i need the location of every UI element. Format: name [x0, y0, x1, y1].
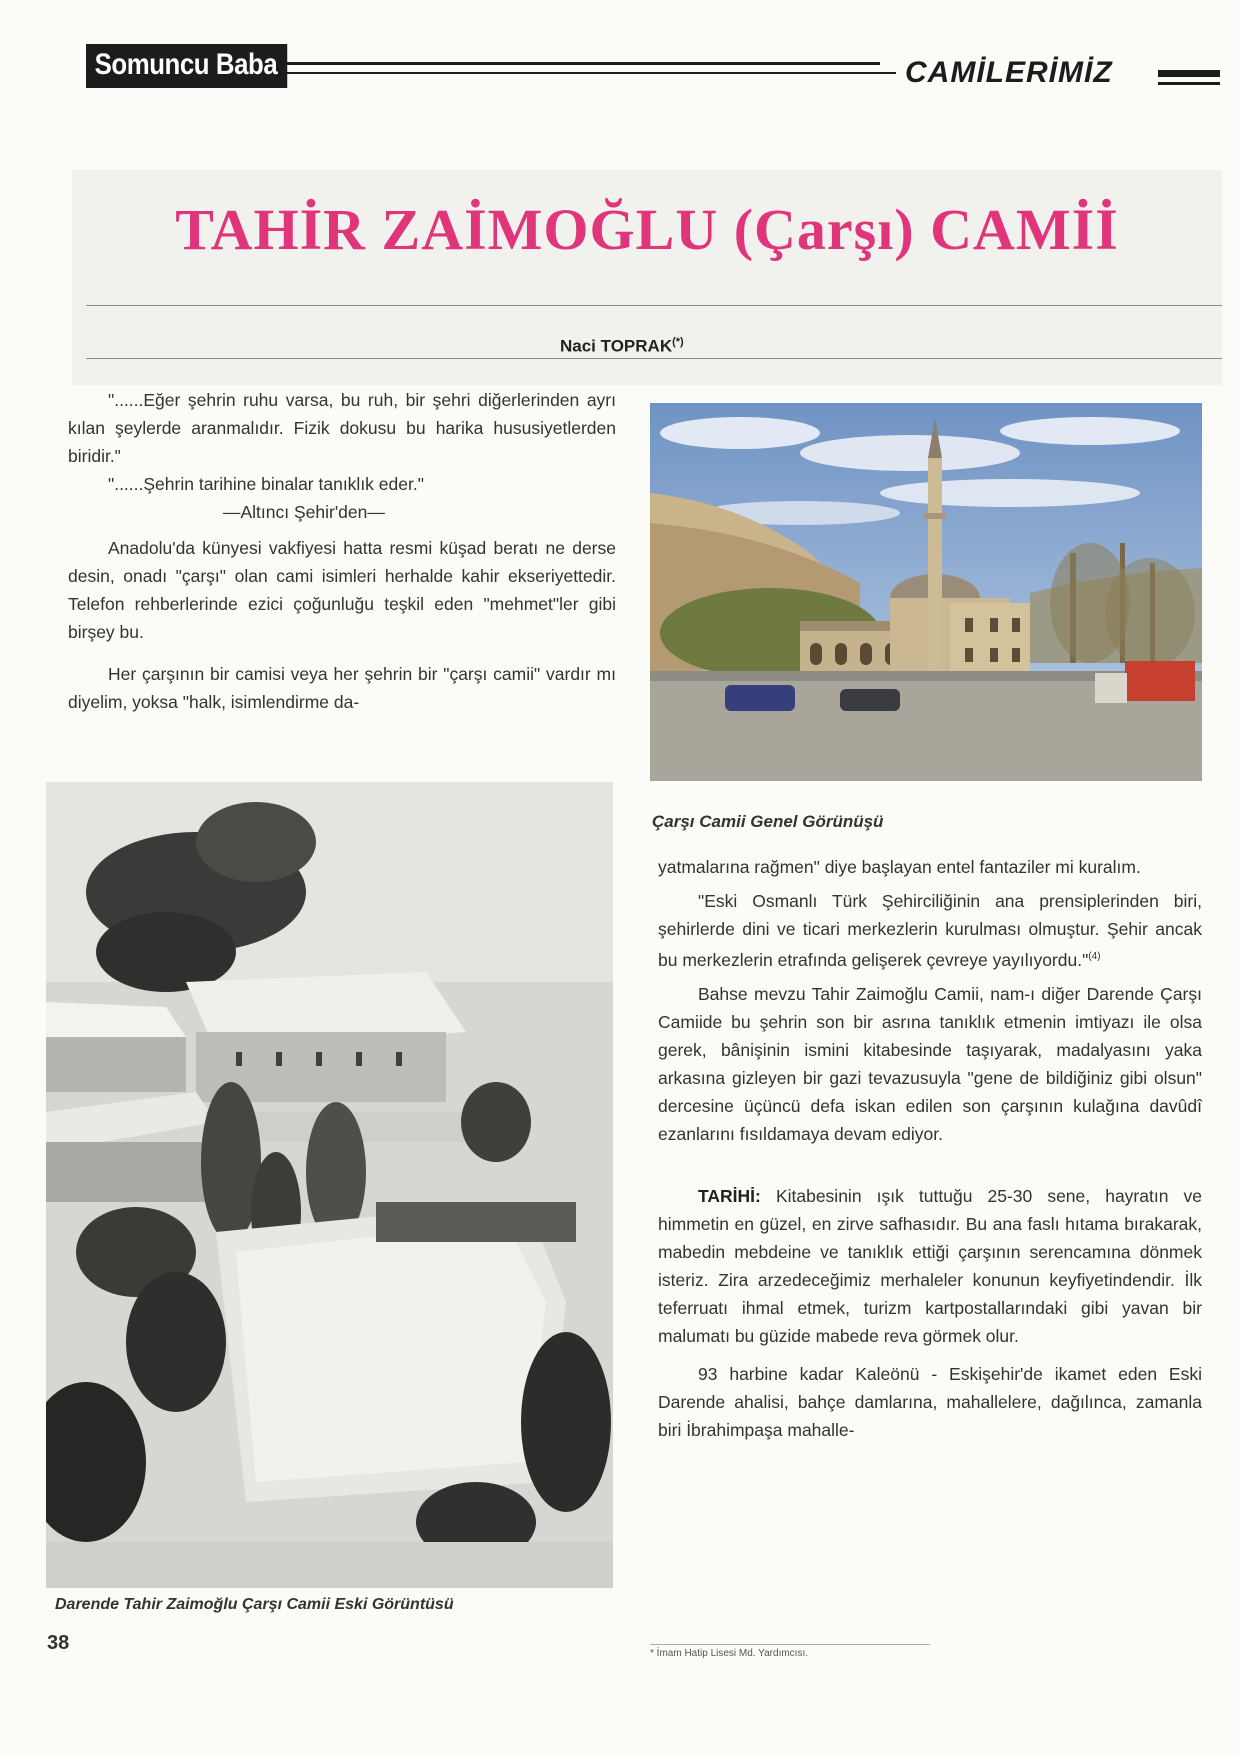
title-rule-top [86, 305, 1222, 306]
page-number: 38 [47, 1632, 70, 1654]
reference-mark: (4) [1088, 951, 1101, 962]
title-rule-bottom [86, 358, 1222, 359]
history-label: TARİHİ: [698, 1185, 761, 1206]
photo2-caption: Darende Tahir Zaimoğlu Çarşı Camii Eski Görüntüsü [55, 1596, 454, 1613]
footnote-rule [650, 1644, 930, 1645]
section-bar [1158, 70, 1220, 77]
history-paragraph: TARİHİ: Kitabesinin ışık tuttuğu 25-30 sene, hayratın ve himmetin en güzel, en zirve safhasıdır. Bu ana faslı hıtama bırakarak, mabedin mebdeine ve tanıklık ettiği çarşının serencamına dönmek isteriz. Zira arzedeceğimiz merhaleler konunun keyfiyetindendir. İlk teferruatı ihmal etmek, turizm kartpostallarındaki gibi yavan bir malumatı bu güzide mabede reva görmek olur. [658, 1185, 1202, 1346]
magazine-brand: Somuncu Baba [86, 44, 288, 88]
article-author: Naci TOPRAK(*) [560, 336, 684, 356]
paragraph: yatmalarına rağmen" diye başlayan entel fantaziler mi kuralım. [658, 857, 1141, 877]
old-mosque-photo [46, 782, 613, 1588]
paragraph: Bahse mevzu Tahir Zaimoğlu Camii, nam-ı diğer Darende Çarşı Camiide bu şehrin son bir asrına tanıklık etmenin imtiyazı ile olsa gerek, bânişinin ismini kitabesinde taşıyarak, madalyasını yaka arkasına gizleyen bir gazi tevazusuyla "gene de bildiğiniz gibi olsun" dercesine üçüncü defa iskan edilen son çarşının kulağına davûdî ezanlarını fısıldamaya devam ediyor. [658, 983, 1202, 1144]
mosque-photo [650, 403, 1202, 781]
article-title: TAHİR ZAİMOĞLU (Çarşı) CAMİİ [175, 197, 1119, 262]
epigraph-1: "......Eğer şehrin ruhu varsa, bu ruh, bir şehri diğerlerinden ayrı kılan şeylerde aranmalıdır. Fizik dokusu bu harika hususiyetlerden biridir." [68, 390, 616, 466]
epigraph-2: "......Şehrin tarihine binalar tanıklık eder." [108, 474, 424, 494]
header-rule-top [280, 62, 880, 65]
photo1-caption: Çarşı Camii Genel Görünüşü [652, 812, 884, 831]
paragraph: Her çarşının bir camisi veya her şehrin bir "çarşı camii" vardır mı diyelim, yoksa "halk, isimlendirme da- [68, 664, 616, 712]
quote-paragraph: "Eski Osmanlı Türk Şehirciliğinin ana prensiplerinden biri, şehirlerde dini ve ticari merkezlerin kurulması olmuştur. Şehir ancak bu merkezlerin etrafında gelişerek çevreye yayılıyordu."$^{(4)}$ [658, 891, 1202, 970]
left-column [68, 386, 616, 716]
header-rule-bottom [280, 72, 896, 74]
epigraph-source: —Altıncı Şehir'den— [223, 502, 385, 522]
paragraph: Anadolu'da künyesi vakfiyesi hatta resmi küşad beratı ne derse desin, onadı "çarşı" olan cami isimleri herhalde kahir ekseriyettedir. Telefon rehberlerinde ezici çoğunluğu teşkil eden "mehmet"ler gibi birşey bu. [68, 538, 616, 642]
paragraph: 93 harbine kadar Kaleönü - Eskişehir'de ikamet eden Eski Darende ahalisi, bahçe damlarına, mahallelere, dağılınca, zamanla biri İbrahimpaşa mahalle- [658, 1363, 1202, 1440]
old-mosque-photo-image [46, 782, 613, 1588]
section-bar-thin [1158, 82, 1220, 85]
section-title: CAMİLERİMİZ [905, 56, 1113, 89]
right-column [658, 853, 1202, 1444]
mosque-photo-image [650, 403, 1202, 781]
footnote: * İmam Hatip Lisesi Md. Yardımcısı. [650, 1648, 809, 1659]
